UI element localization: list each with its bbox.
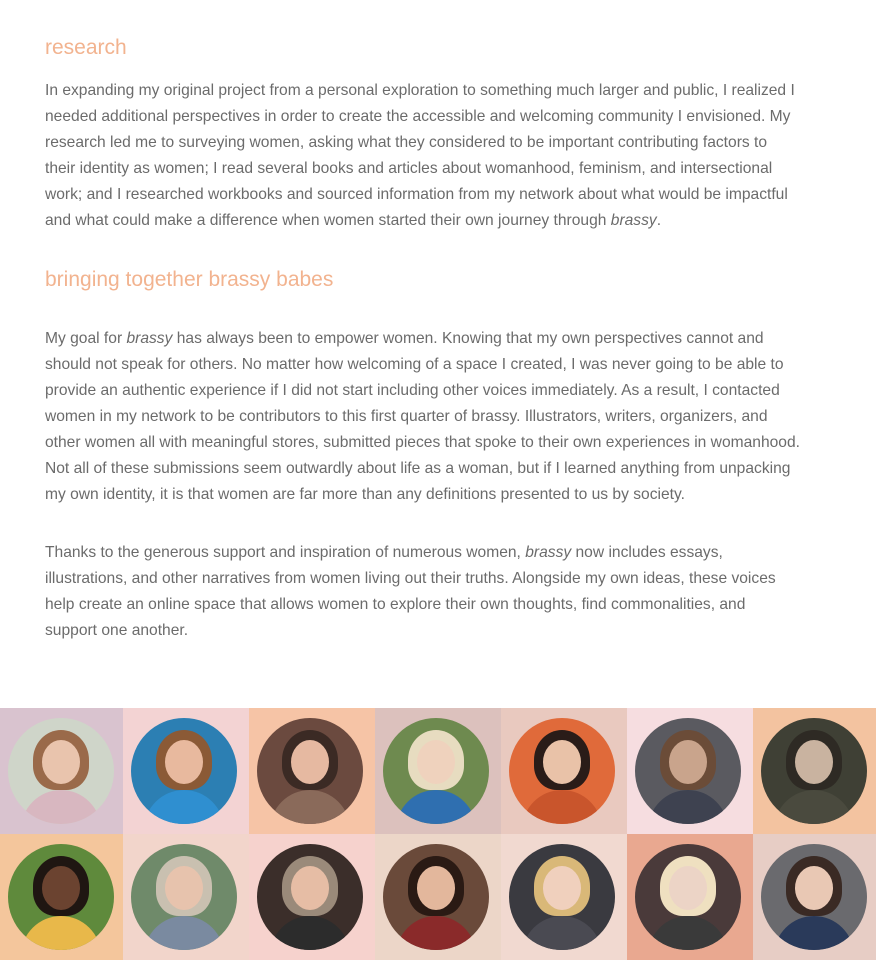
contributor-tile	[249, 708, 375, 834]
avatar-face	[795, 740, 833, 784]
contributor-photo-grid	[0, 708, 876, 960]
contributor-avatar	[131, 844, 237, 950]
contributor-tile	[753, 708, 876, 834]
contributor-avatar	[761, 718, 867, 824]
avatar-face	[543, 866, 581, 910]
babes-line: provide an authentic experience if I did not start including other voices immediately. As a result, I contacted	[45, 382, 780, 399]
contributor-tile	[375, 708, 501, 834]
contributor-tile	[753, 834, 876, 960]
avatar-shoulders	[21, 916, 101, 950]
avatar-face	[42, 740, 80, 784]
avatar-shoulders	[396, 790, 476, 824]
babes-paragraph-2	[45, 540, 835, 644]
contributor-tile	[501, 708, 627, 834]
contributor-avatar	[131, 718, 237, 824]
babes-line	[45, 326, 835, 352]
avatar-face	[417, 740, 455, 784]
avatar-shoulders	[648, 790, 728, 824]
contributor-avatar	[509, 844, 615, 950]
avatar-shoulders	[270, 916, 350, 950]
contributor-avatar	[761, 844, 867, 950]
contributor-avatar	[635, 844, 741, 950]
avatar-shoulders	[21, 790, 101, 824]
contributor-tile	[123, 708, 249, 834]
avatar-shoulders	[522, 916, 602, 950]
contributor-avatar	[383, 718, 489, 824]
text-run: and what could make a difference when women started their own journey through	[45, 212, 611, 229]
avatar-shoulders	[144, 916, 224, 950]
avatar-shoulders	[522, 790, 602, 824]
avatar-face	[795, 866, 833, 910]
babes-line: should not speak for others. No matter how welcoming of a space I created, I was never going to be able to	[45, 356, 784, 373]
research-line: work; and I researched workbooks and sourced information from my network about what would be impactful	[45, 186, 788, 203]
contributor-tile	[627, 708, 753, 834]
contributor-avatar	[8, 718, 114, 824]
avatar-face	[669, 740, 707, 784]
contributor-avatar	[509, 718, 615, 824]
babes-heading: bringing together brassy babes	[45, 268, 334, 291]
research-line: In expanding my original project from a personal exploration to something much larger and public, I realized I	[45, 82, 795, 99]
contributor-avatar	[635, 718, 741, 824]
contributor-avatar	[8, 844, 114, 950]
avatar-shoulders	[648, 916, 728, 950]
babes-line: my own identity, it is that women are far more than any definitions presented to us by society.	[45, 486, 685, 503]
research-heading: research	[45, 36, 127, 59]
avatar-shoulders	[144, 790, 224, 824]
text-run: has always been to empower women. Knowing that my own perspectives cannot and	[172, 330, 764, 347]
avatar-shoulders	[270, 790, 350, 824]
brassy-italic: brassy	[525, 544, 572, 561]
babes-line: women in my network to be contributors to this first quarter of brassy. Illustrators, writers, organizers, and	[45, 408, 768, 425]
avatar-face	[291, 740, 329, 784]
babes-line: illustrations, and other narratives from women living out their truths. Alongside my own ideas, these voices	[45, 570, 776, 587]
avatar-shoulders	[396, 916, 476, 950]
avatar-face	[669, 866, 707, 910]
avatar-face	[291, 866, 329, 910]
avatar-shoulders	[774, 790, 854, 824]
contributor-tile	[0, 834, 123, 960]
research-line: their identity as women; I read several books and articles about womanhood, feminism, and intersectional	[45, 160, 773, 177]
avatar-face	[165, 740, 203, 784]
contributor-tile	[0, 708, 123, 834]
contributor-avatar	[383, 844, 489, 950]
research-line	[45, 208, 835, 234]
text-run: Thanks to the generous support and inspiration of numerous women,	[45, 544, 526, 561]
brassy-italic: brassy	[126, 330, 173, 347]
contributor-tile	[249, 834, 375, 960]
avatar-shoulders	[774, 916, 854, 950]
text-run: now includes essays,	[571, 544, 723, 561]
contributor-tile	[501, 834, 627, 960]
avatar-face	[543, 740, 581, 784]
research-line: research led me to surveying women, asking what they considered to be important contributing factors to	[45, 134, 768, 151]
avatar-face	[165, 866, 203, 910]
babes-line: help create an online space that allows women to explore their own thoughts, find commonalities, and	[45, 596, 746, 613]
contributor-avatar	[257, 718, 363, 824]
text-run: My goal for	[45, 330, 127, 347]
contributor-tile	[123, 834, 249, 960]
text-run: .	[656, 212, 662, 229]
contributor-avatar	[257, 844, 363, 950]
avatar-face	[42, 866, 80, 910]
avatar-face	[417, 866, 455, 910]
contributor-tile	[375, 834, 501, 960]
contributor-tile	[627, 834, 753, 960]
babes-line: support one another.	[45, 622, 189, 639]
brassy-italic: brassy	[610, 212, 657, 229]
babes-line: Not all of these submissions seem outwardly about life as a woman, but if I learned anything from unpacking	[45, 460, 791, 477]
babes-line: other women all with meaningful stores, submitted pieces that spoke to their own experiences in womanhood.	[45, 434, 800, 451]
research-line: needed additional perspectives in order to create the accessible and welcoming community I envisioned. My	[45, 108, 791, 125]
babes-paragraph-1	[45, 326, 835, 508]
babes-line	[45, 540, 835, 566]
research-paragraph	[45, 78, 835, 234]
